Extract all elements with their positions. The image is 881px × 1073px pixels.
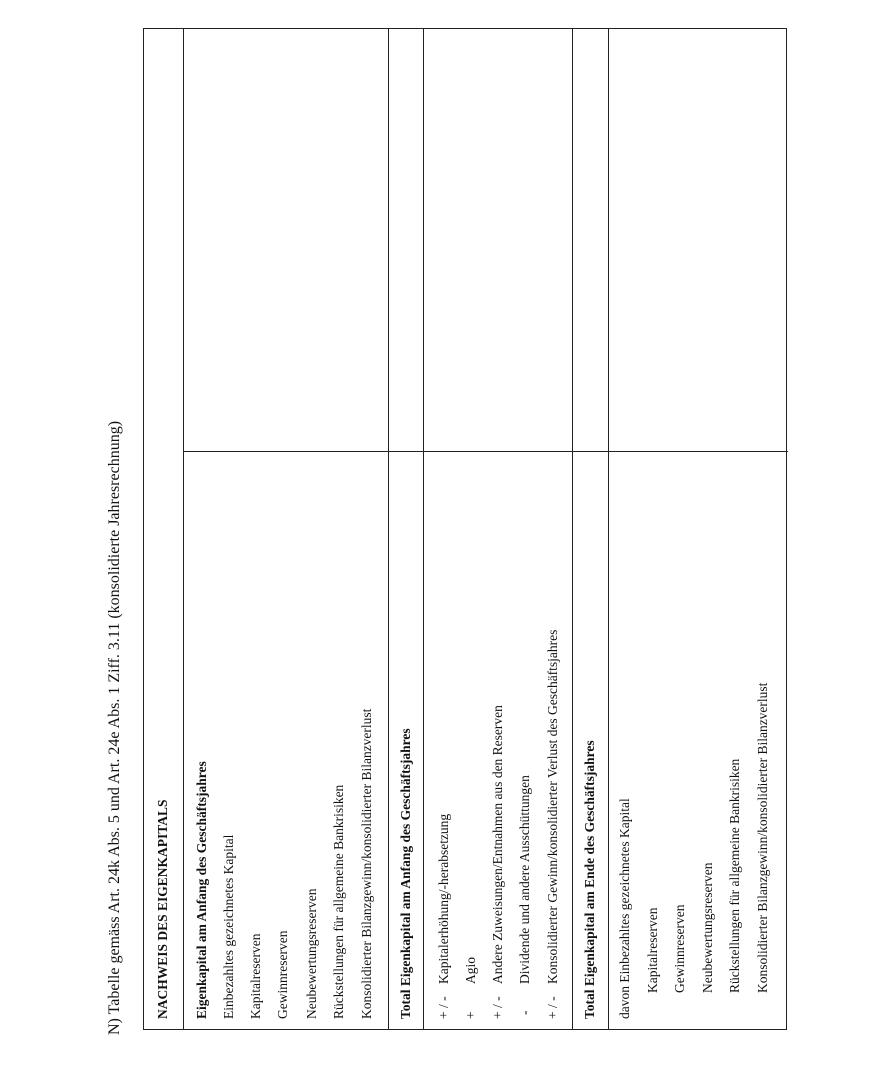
- sign: +: [463, 1011, 478, 1019]
- list-item: Rückstellungen für allgemeine Bankrisiken: [727, 758, 742, 993]
- changes-row: [424, 29, 573, 1029]
- equity-table: [143, 28, 787, 1030]
- label-cell: [389, 451, 423, 1029]
- total-closing-row: [573, 29, 609, 1029]
- list-item: Konsolidierter Bilanzgewinn/konsolidierter Bilanzverlust: [359, 708, 374, 1019]
- change-label: Kapitalerhöhung/-herabsetzung: [436, 813, 451, 984]
- value-cell[interactable]: [609, 29, 788, 451]
- list-item: Einbezahltes gezeichnetes Kapital: [617, 798, 632, 983]
- total-label: Total Eigenkapital am Anfang des Geschäftsjahres: [398, 728, 413, 1019]
- sign: -: [517, 1010, 532, 1015]
- value-cell[interactable]: [389, 29, 423, 451]
- sign: + / -: [545, 996, 560, 1019]
- group-heading: Eigenkapital am Anfang des Geschäftsjahres: [194, 761, 209, 1019]
- list-item: Gewinnreserven: [672, 904, 687, 993]
- label-cell: [424, 451, 572, 1029]
- label-cell: [184, 451, 388, 1029]
- breakdown-first: [617, 798, 633, 1019]
- value-cell[interactable]: [184, 29, 388, 451]
- sign: + / -: [436, 996, 451, 1019]
- value-cell[interactable]: [424, 29, 572, 451]
- list-item: Gewinnreserven: [275, 930, 290, 1019]
- value-cell[interactable]: [573, 29, 608, 451]
- closing-breakdown-row: [609, 29, 788, 1029]
- change-label: Agio: [463, 957, 478, 984]
- list-item: Rückstellungen für allgemeine Bankrisiken: [331, 784, 346, 1019]
- list-item: Einbezahltes gezeichnetes Kapital: [221, 834, 236, 1019]
- list-item: Kapitalreserven: [248, 933, 263, 1019]
- label-cell: [573, 451, 608, 1029]
- list-item: Kapitalreserven: [645, 907, 660, 993]
- davon-prefix: davon: [617, 986, 632, 1019]
- total-label: Total Eigenkapital am Ende des Geschäftsjahres: [582, 740, 597, 1019]
- list-item: Neubewertungsreserven: [700, 862, 715, 993]
- total-opening-row: [389, 29, 424, 1029]
- change-label: Andere Zuweisungen/Entnahmen aus den Reserven: [490, 705, 505, 984]
- change-label: Dividende und andere Ausschüttungen: [517, 775, 532, 984]
- opening-equity-row: [184, 29, 389, 1029]
- list-item: Konsolidierter Bilanzgewinn/konsolidierter Bilanzverlust: [755, 682, 770, 993]
- table-title: N) Tabelle gemäss Art. 24k Abs. 5 und Art. 24e Abs. 1 Ziff. 3.11 (konsolidierte Jahresrechnung): [106, 420, 123, 1035]
- sign: + / -: [490, 996, 505, 1019]
- header-label: NACHWEIS DES EIGENKAPITALS: [155, 799, 170, 1019]
- header-row: [144, 29, 184, 1029]
- change-label: Konsolidierter Gewinn/konsolidierter Verlust des Geschäftsjahres: [545, 629, 560, 984]
- list-item: Neubewertungsreserven: [304, 888, 319, 1019]
- label-cell: [609, 451, 788, 1029]
